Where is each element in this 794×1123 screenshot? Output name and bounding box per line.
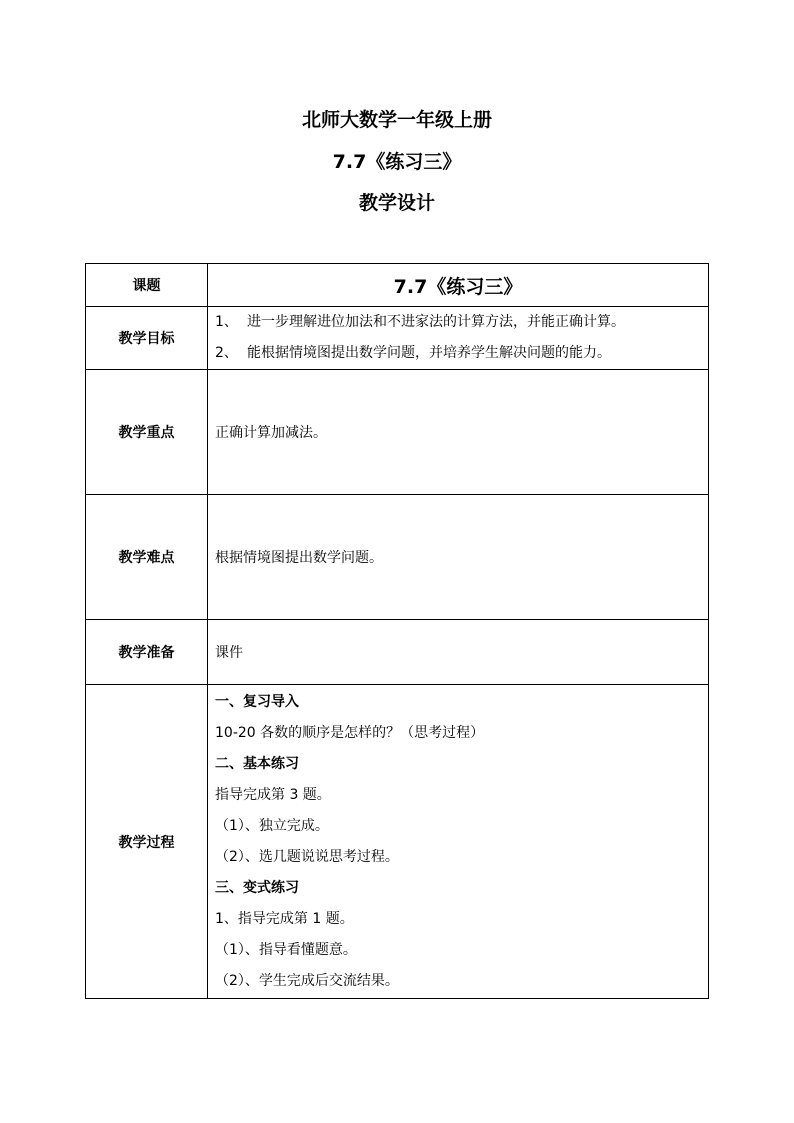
document-subtitle: 教学设计 bbox=[358, 192, 435, 214]
process-line: 三、变式练习 bbox=[215, 880, 299, 896]
lesson-title: 7.7《练习三》 bbox=[332, 151, 462, 173]
key-points-label: 教学重点 bbox=[86, 370, 208, 495]
preparation-value: 课件 bbox=[208, 620, 709, 685]
objective-item bbox=[215, 338, 708, 369]
row-topic bbox=[86, 264, 709, 307]
topic-label: 课题 bbox=[86, 264, 208, 307]
key-points-value: 正确计算加减法。 bbox=[208, 370, 709, 495]
objective-text: 能根据情境图提出数学问题，并培养学生解决问题的能力。 bbox=[247, 345, 611, 361]
objective-number: 1、 bbox=[215, 314, 238, 330]
row-key-points bbox=[86, 370, 709, 495]
objective-number: 2、 bbox=[215, 345, 238, 361]
row-process bbox=[86, 685, 709, 999]
difficulties-label: 教学难点 bbox=[86, 495, 208, 620]
objectives-label: 教学目标 bbox=[86, 307, 208, 370]
process-line: 一、复习导入 bbox=[215, 694, 299, 710]
objective-text: 进一步理解进位加法和不进家法的计算方法，并能正确计算。 bbox=[247, 314, 625, 330]
process-line: 指导完成第 3 题。 bbox=[215, 787, 331, 803]
objectives-content bbox=[208, 307, 709, 370]
document-title: 北师大数学一年级上册 bbox=[301, 109, 492, 131]
process-line: （2）、学生完成后交流结果。 bbox=[215, 973, 399, 989]
row-preparation bbox=[86, 620, 709, 685]
row-objectives bbox=[86, 307, 709, 370]
process-line: （2）、选几题说说思考过程。 bbox=[215, 849, 399, 865]
preparation-label: 教学准备 bbox=[86, 620, 208, 685]
process-line: （1）、指导看懂题意。 bbox=[215, 942, 357, 958]
row-difficulties bbox=[86, 495, 709, 620]
process-label: 教学过程 bbox=[86, 685, 208, 999]
process-line: 二、基本练习 bbox=[215, 756, 299, 772]
process-content bbox=[208, 685, 709, 999]
objective-item bbox=[215, 307, 708, 338]
process-line: 10-20 各数的顺序是怎样的？（思考过程） bbox=[215, 725, 485, 741]
process-line: 1、指导完成第 1 题。 bbox=[215, 911, 354, 927]
lesson-plan-table bbox=[85, 263, 709, 999]
difficulties-value: 根据情境图提出数学问题。 bbox=[208, 495, 709, 620]
topic-value: 7.7《练习三》 bbox=[208, 264, 709, 307]
process-line: （1）、独立完成。 bbox=[215, 818, 329, 834]
